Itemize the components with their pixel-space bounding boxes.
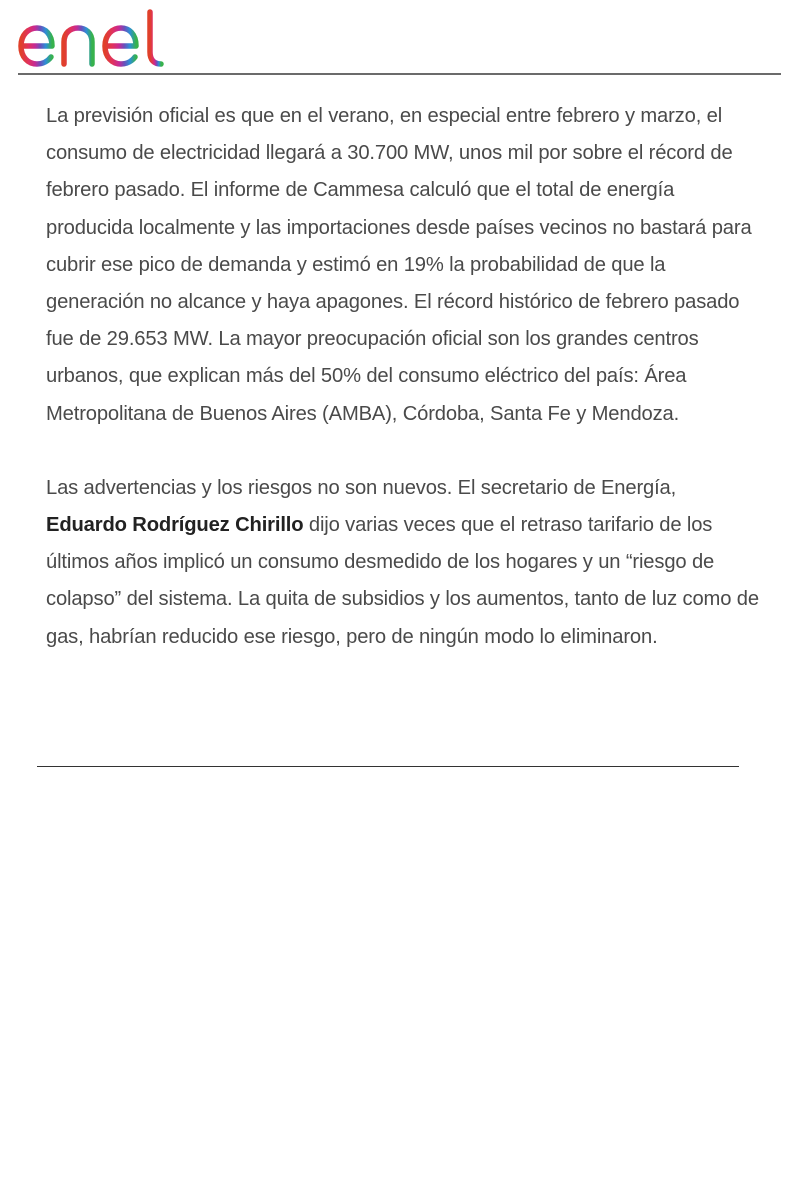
article-paragraph-1: La previsión oficial es que en el verano, en especial entre febrero y marzo, el consumo de electricidad llegará a 30.700 MW, unos mil por sobre el récord de febrero pasado. El informe de Cammesa calculó que el total de energía producida localmente y las importaciones desde países vecinos no bastará para cubrir ese pico de demanda y estimó en 19% la probabilidad de que la generación no alcance y haya apagones. El récord histórico de febrero pasado fue de 29.653 MW. La mayor preocupación oficial son los grandes centros urbanos, que explican más del 50% del consumo eléctrico del país: Área Metropolitana de Buenos Aires (AMBA), Córdoba, Santa Fe y Mendoza. <box>46 105 752 425</box>
article-end-divider <box>37 766 739 767</box>
paragraph-2-rest: dijo varias veces que el retraso tarifario de los últimos años implicó un consumo desmedido de los hogares y un “riesgo de colapso” del sistema. La quita de subsidios y los aumentos, tanto de luz como de gas, habrían reducido ese riesgo, pero de ningún modo lo eliminaron. <box>46 514 759 648</box>
official-name: Eduardo Rodríguez Chirillo <box>46 514 304 537</box>
enel-logo[interactable] <box>16 8 180 70</box>
enel-logo-graphic <box>16 8 180 70</box>
article-paragraph-2 <box>46 470 762 656</box>
header-divider <box>18 73 781 75</box>
page-header <box>0 0 800 76</box>
paragraph-2-intro: Las advertencias y los riesgos no son nuevos. El secretario de Energía, <box>46 476 677 499</box>
article-body <box>46 98 762 656</box>
